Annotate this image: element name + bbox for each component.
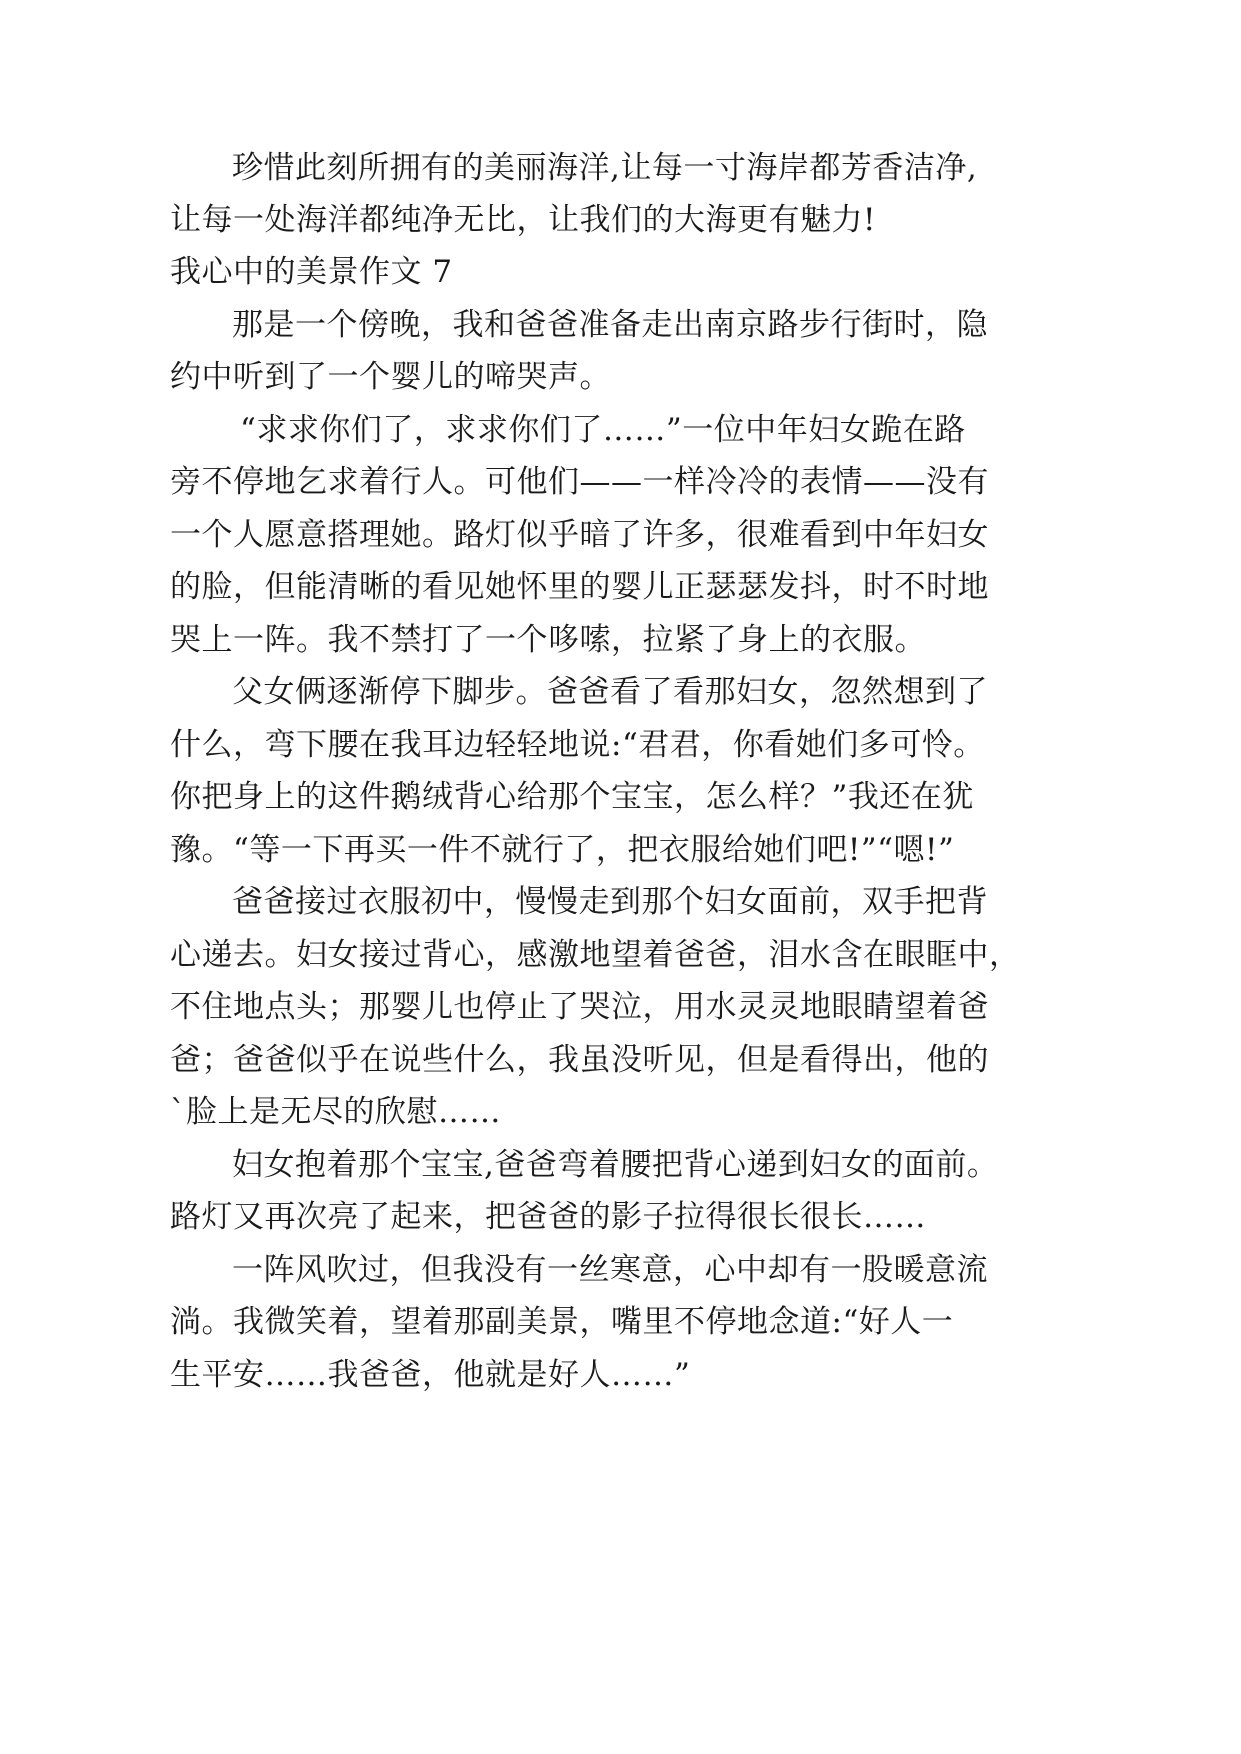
text-line: 约中听到了一个婴儿的啼哭声。 (170, 359, 611, 395)
text-line: 旁不停地乞求着行人。可他们——一样冷冷的表情——没有 (170, 464, 989, 500)
text-line: 心递去。妇女接过背心，感激地望着爸爸，泪水含在眼眶中， (170, 937, 1021, 973)
text-line: 让每一处海洋都纯净无比，让我们的大海更有魅力! (170, 202, 876, 238)
text-line: 生平安……我爸爸，他就是好人……” (170, 1357, 691, 1393)
text-line: 珍惜此刻所拥有的美丽海洋,让每一寸海岸都芳香洁净, (232, 150, 978, 186)
text-line: 爸爸接过衣服初中，慢慢走到那个妇女面前，双手把背 (232, 884, 988, 920)
text-line: 妇女抱着那个宝宝,爸爸弯着腰把背心递到妇女的面前。 (232, 1147, 999, 1183)
text-line: 一个人愿意搭理她。路灯似乎暗了许多，很难看到中年妇女 (170, 517, 989, 553)
text-line: 那是一个傍晚，我和爸爸准备走出南京路步行街时，隐 (232, 307, 988, 343)
text-line: 路灯又再次亮了起来，把爸爸的影子拉得很长很长…… (170, 1199, 926, 1235)
text-line: 爸；爸爸似乎在说些什么，我虽没听见，但是看得出，他的 (170, 1042, 989, 1078)
text-line: 的脸，但能清晰的看见她怀里的婴儿正瑟瑟发抖，时不时地 (170, 569, 989, 605)
text-line: 哭上一阵。我不禁打了一个哆嗦，拉紧了身上的衣服。 (170, 622, 926, 658)
section-title: 我心中的美景作文 7 (170, 254, 453, 290)
text-line: 什么，弯下腰在我耳边轻轻地说:“君君，你看她们多可怜。 (170, 727, 985, 763)
text-line: 淌。我微笑着，望着那副美景，嘴里不停地念道:“好人一 (170, 1304, 954, 1340)
text-line: “求求你们了，求求你们了……”一位中年妇女跪在路 (240, 412, 966, 448)
text-line: 父女俩逐渐停下脚步。爸爸看了看那妇女，忽然想到了 (232, 674, 988, 710)
text-line: 不住地点头；那婴儿也停止了哭泣，用水灵灵地眼睛望着爸 (170, 989, 989, 1025)
text-line: 一阵风吹过，但我没有一丝寒意，心中却有一股暖意流 (232, 1252, 988, 1288)
text-line: 豫。“等一下再买一件不就行了，把衣服给她们吧!”“嗯!” (170, 832, 955, 868)
text-line: `脸上是无尽的欣慰…… (170, 1094, 501, 1130)
text-line: 你把身上的这件鹅绒背心给那个宝宝，怎么样？”我还在犹 (170, 779, 974, 815)
